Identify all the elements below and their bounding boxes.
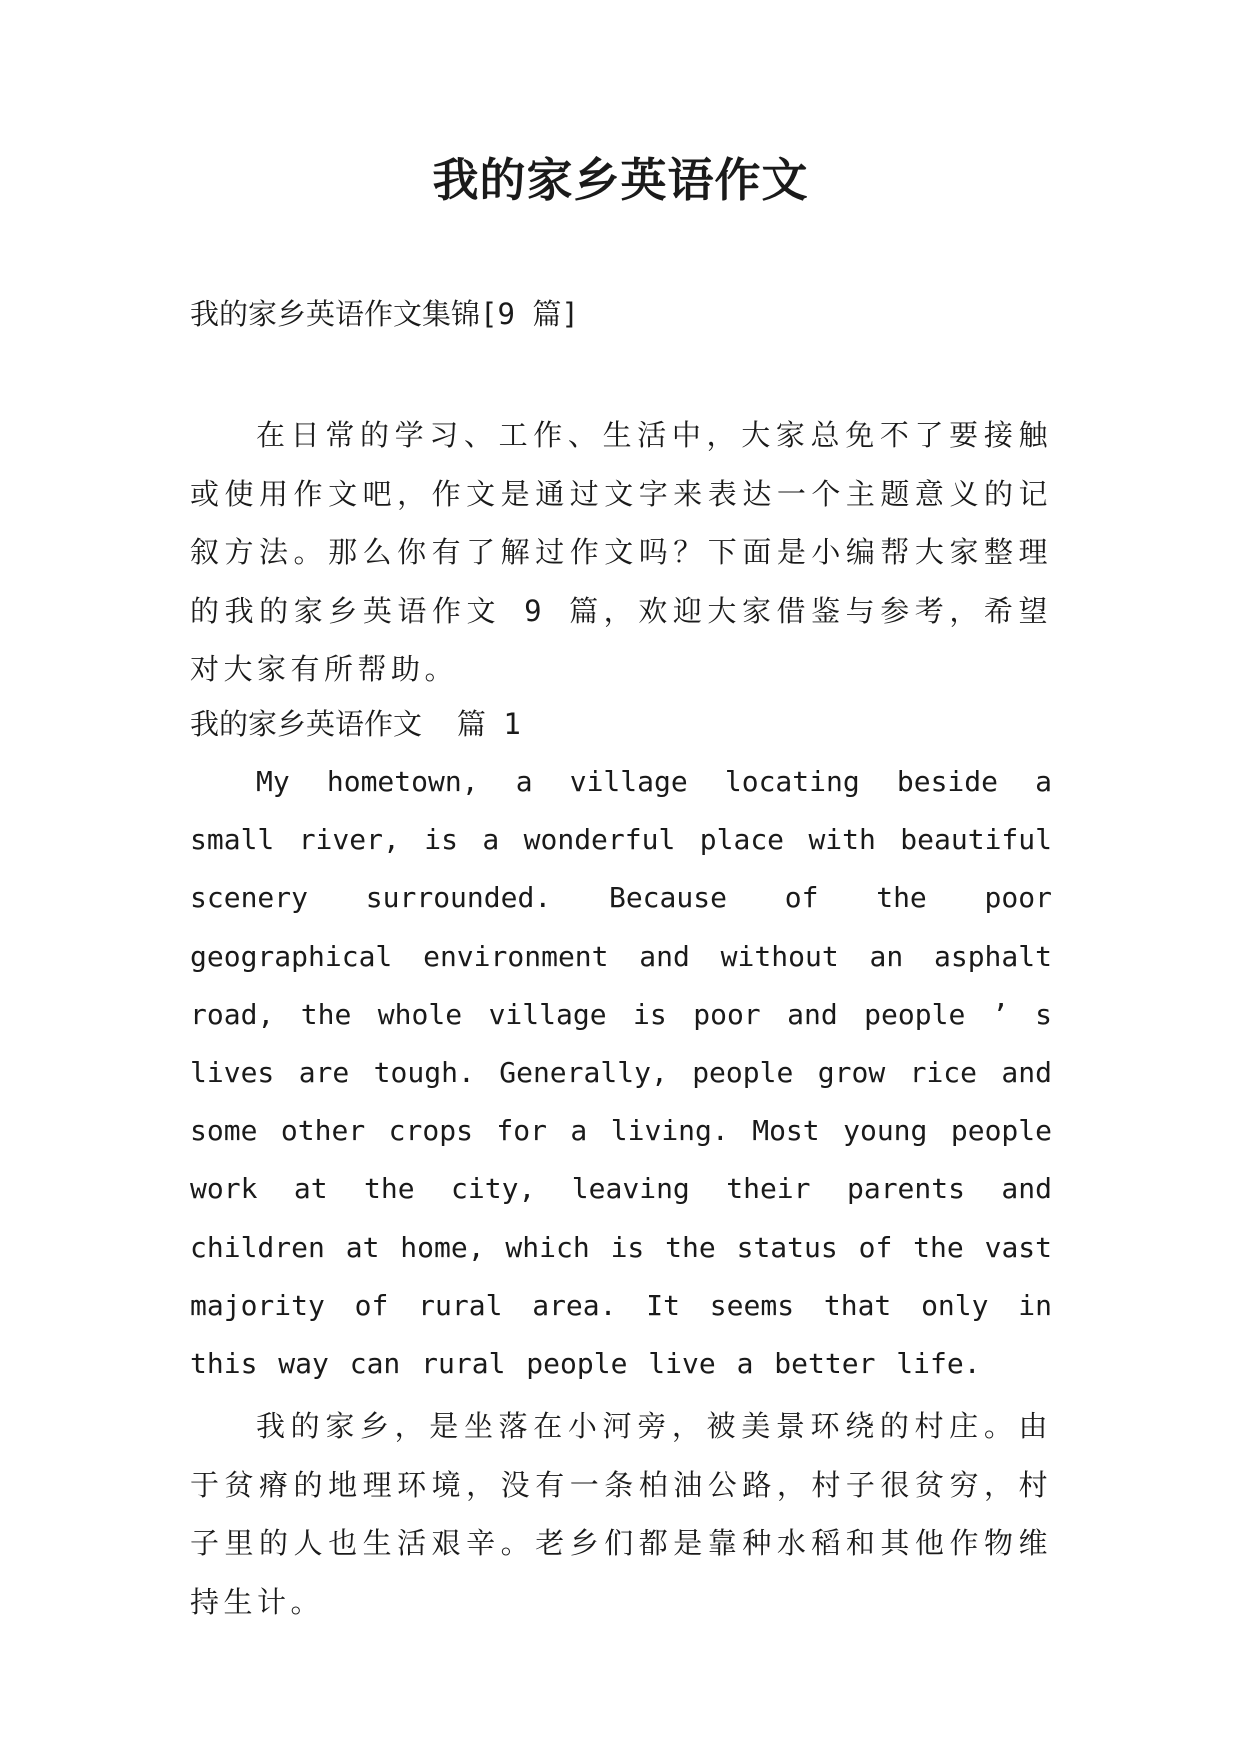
section-heading: 我的家乡英语作文 篇 1 bbox=[190, 707, 521, 741]
intro-paragraph: 在日常的学习、工作、生活中，大家总免不了要接触或使用作文吧，作文是通过文字来表达一个主题意义的记叙方法。那么你有了解过作文吗？下面是小编帮大家整理的我的家乡英语作文 9 篇，欢迎大家借鉴与参考，希望对大家有所帮助。 bbox=[190, 418, 1052, 686]
english-paragraph: My hometown, a village locating beside a small river, is a wonderful place with beautiful scenery surrounded. Because of the poor geographical environment and without an asphalt road, the whole village is poor and people ’ s lives are tough. Generally, people grow rice and some other crops for a living. Most young people work at the city, leaving their parents and children at home, which is the status of the vast majority of rural area. It seems that only in this way can rural people live a better life. bbox=[190, 765, 1053, 1381]
chinese-paragraph: 我的家乡，是坐落在小河旁，被美景环绕的村庄。由于贫瘠的地理环境，没有一条柏油公路，村子很贫穷，村子里的人也生活艰辛。老乡们都是靠种水稻和其他作物维持生计。 bbox=[190, 1409, 1052, 1619]
document-title: 我的家乡英语作文 bbox=[432, 153, 809, 207]
document-subtitle: 我的家乡英语作文集锦[9 篇] bbox=[190, 297, 579, 331]
